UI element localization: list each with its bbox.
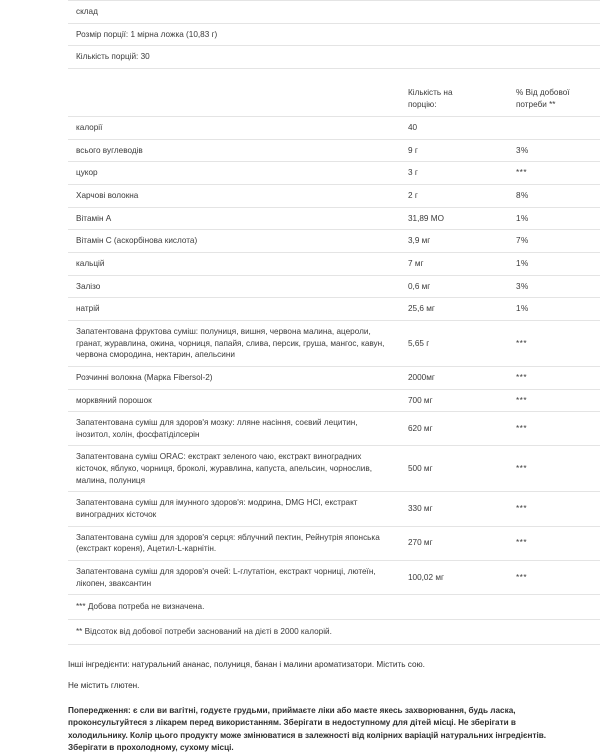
nutrition-facts-table xyxy=(68,0,600,645)
table-row xyxy=(68,117,600,140)
nutrient-amount: 31,89 МО xyxy=(400,207,508,230)
spacer-amount-cell xyxy=(400,68,508,85)
nutrient-dv: *** xyxy=(508,446,600,492)
note-text: ** Відсоток від добової потреби заснований на дієті в 2000 калорій. xyxy=(68,619,400,644)
table-row xyxy=(68,492,600,526)
nutrient-dv xyxy=(508,117,600,140)
nutrient-amount: 2000мг xyxy=(400,366,508,389)
nutrient-dv: *** xyxy=(508,560,600,594)
nutrient-amount: 330 мг xyxy=(400,492,508,526)
warning-text: Попередження: є сли ви вагітні, годуєте грудьми, приймаєте ліки або маєте якесь захворювання, будь ласка, проконсультуйтеся з лікарем перед використанням. Зберігати в недоступному для дітей місці. Не зберігати в холодильнику. Колір цього продукту може змінюватися в залежності від колірних варіацій натуральних інгредієнтів. Зберігати в прохолодному, сухому місці. xyxy=(68,705,586,754)
table-row-title xyxy=(68,1,600,24)
nutrient-dv: *** xyxy=(508,492,600,526)
table-row xyxy=(68,162,600,185)
table-row-note xyxy=(68,595,600,620)
servings-count-amount-cell xyxy=(400,46,508,69)
table-spacer-row xyxy=(68,68,600,85)
title-dv-cell xyxy=(508,1,600,24)
table-row xyxy=(68,560,600,594)
note-amount-cell xyxy=(400,619,508,644)
serving-size-cell: Розмір порції: 1 мірна ложка (10,83 г) xyxy=(68,23,400,46)
nutrient-name: Вітамін A xyxy=(68,207,400,230)
nutrient-amount: 25,6 мг xyxy=(400,298,508,321)
other-ingredients-text: Інші інгредієнти: натуральний ананас, полуниця, банан і малини ароматизатори. Містить сою. xyxy=(68,659,586,672)
table-body xyxy=(68,1,600,645)
table-row xyxy=(68,230,600,253)
nutrient-amount: 0,6 мг xyxy=(400,275,508,298)
nutrient-dv: 3% xyxy=(508,275,600,298)
table-header-row xyxy=(68,85,600,117)
nutrient-name: Запатентована суміш для здоров'я мозку: лляне насіння, соєвий лецитин, інозитол, холін, фосфатіділсерін xyxy=(68,412,400,446)
nutrient-dv: 7% xyxy=(508,230,600,253)
nutrient-dv: 1% xyxy=(508,298,600,321)
table-row xyxy=(68,185,600,208)
nutrient-amount: 9 г xyxy=(400,139,508,162)
table-row xyxy=(68,366,600,389)
servings-count-cell: Кількість порцій: 30 xyxy=(68,46,400,69)
nutrient-name: Запатентована фруктова суміш: полуниця, вишня, червона малина, ацероли, гранат, журавлина, ожина, чорниця, папайя, слива, персик, груша, мангос, кавун, червона смородина, нектарин, апельсини xyxy=(68,320,400,366)
table-row xyxy=(68,275,600,298)
nutrient-dv: 1% xyxy=(508,207,600,230)
nutrient-amount: 500 мг xyxy=(400,446,508,492)
nutrient-dv: 1% xyxy=(508,253,600,276)
table-row xyxy=(68,253,600,276)
table-row-serving-size xyxy=(68,23,600,46)
nutrient-amount: 700 мг xyxy=(400,389,508,412)
serving-size-amount-cell xyxy=(400,23,508,46)
nutrient-amount: 3 г xyxy=(400,162,508,185)
nutrient-dv: *** xyxy=(508,366,600,389)
note-dv-cell xyxy=(508,595,600,620)
table-row xyxy=(68,412,600,446)
header-dv-line2: потреби ** xyxy=(516,99,600,111)
table-row xyxy=(68,320,600,366)
table-row xyxy=(68,298,600,321)
nutrient-amount: 100,02 мг xyxy=(400,560,508,594)
note-text: *** Добова потреба не визначена. xyxy=(68,595,400,620)
nutrient-name: Вітамін C (аскорбінова кислота) xyxy=(68,230,400,253)
table-row xyxy=(68,446,600,492)
nutrient-name: морквяний порошок xyxy=(68,389,400,412)
footer-section xyxy=(68,659,586,754)
spacer-dv-cell xyxy=(508,68,600,85)
serving-size-dv-cell xyxy=(508,23,600,46)
gluten-free-text: Не містить глютен. xyxy=(68,680,586,693)
header-dv-cell xyxy=(508,85,600,117)
table-row xyxy=(68,389,600,412)
header-amount-line2: порцію: xyxy=(408,99,502,111)
nutrient-name: Запатентована суміш для імунного здоров'я: модрина, DMG HCl, екстракт виноградних кісточок xyxy=(68,492,400,526)
nutrient-name: Запатентована суміш для здоров'я серця: яблучний пектин, Рейнутрія японська (екстракт кореня), Ацетил-L-карнітін. xyxy=(68,526,400,560)
nutrient-amount: 2 г xyxy=(400,185,508,208)
nutrient-name: всього вуглеводів xyxy=(68,139,400,162)
title-amount-cell xyxy=(400,1,508,24)
nutrient-name: натрій xyxy=(68,298,400,321)
nutrient-amount: 40 xyxy=(400,117,508,140)
nutrient-name: цукор xyxy=(68,162,400,185)
nutrient-amount: 5,65 г xyxy=(400,320,508,366)
table-row-note xyxy=(68,619,600,644)
servings-count-dv-cell xyxy=(508,46,600,69)
nutrient-dv: *** xyxy=(508,389,600,412)
header-name-cell xyxy=(68,85,400,117)
note-dv-cell xyxy=(508,619,600,644)
header-dv-line1: % Від добової xyxy=(516,87,600,99)
nutrient-dv: 8% xyxy=(508,185,600,208)
nutrient-amount: 3,9 мг xyxy=(400,230,508,253)
nutrient-amount: 7 мг xyxy=(400,253,508,276)
spacer-name-cell xyxy=(68,68,400,85)
nutrient-dv: *** xyxy=(508,162,600,185)
header-amount-line1: Кількість на xyxy=(408,87,502,99)
note-amount-cell xyxy=(400,595,508,620)
nutrient-amount: 270 мг xyxy=(400,526,508,560)
nutrient-name: Запатентована суміш для здоров'я очей: L-глутатіон, екстракт чорниці, лютеїн, лікопен, зваксантин xyxy=(68,560,400,594)
table-row xyxy=(68,526,600,560)
nutrient-dv: *** xyxy=(508,526,600,560)
nutrient-dv: *** xyxy=(508,412,600,446)
table-row xyxy=(68,139,600,162)
nutrient-name: Розчинні волокна (Марка Fibersol-2) xyxy=(68,366,400,389)
nutrient-dv: *** xyxy=(508,320,600,366)
nutrient-name: калорії xyxy=(68,117,400,140)
supplement-title-cell: склад xyxy=(68,1,400,24)
nutrient-name: Харчові волокна xyxy=(68,185,400,208)
nutrient-dv: 3% xyxy=(508,139,600,162)
nutrient-name: Залізо xyxy=(68,275,400,298)
table-row xyxy=(68,207,600,230)
table-row-servings-count xyxy=(68,46,600,69)
nutrient-amount: 620 мг xyxy=(400,412,508,446)
header-amount-cell xyxy=(400,85,508,117)
nutrient-name: Запатентована суміш ORAC: екстракт зеленого чаю, екстракт виноградних кісточок, яблуко, чорниця, броколі, журавлина, капуста, апельсин, чорнослив, малина, полуниця xyxy=(68,446,400,492)
nutrient-name: кальцій xyxy=(68,253,400,276)
